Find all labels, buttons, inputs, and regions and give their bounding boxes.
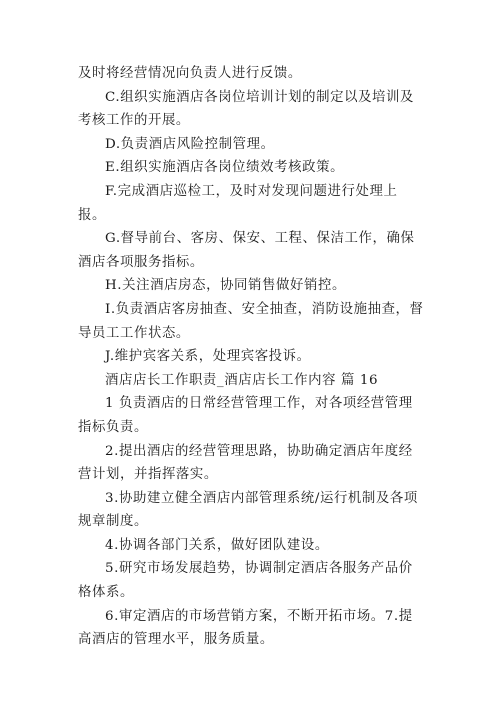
paragraph-item-j: J.维护宾客关系，处理宾客投诉。 xyxy=(105,349,311,365)
document-body xyxy=(78,62,424,652)
paragraph-item-e: E.组织实施酒店各岗位绩效考核政策。 xyxy=(105,160,345,176)
section-heading: 酒店店长工作职责_酒店店长工作内容 篇 16 xyxy=(105,372,379,388)
paragraph-item-2: 2.提出酒店的经营管理思路，协助确定酒店年度经营计划，并指挥落实。 xyxy=(78,443,413,483)
paragraph-item-f: F.完成酒店巡检工，及时对发现问题进行处理上报。 xyxy=(78,183,398,223)
paragraph-item-4: 4.协调各部门关系，做好团队建设。 xyxy=(105,537,329,553)
paragraph-item-d: D.负责酒店风险控制管理。 xyxy=(105,136,275,152)
paragraph-item-3: 3.协助建立健全酒店内部管理系统/运行机制及各项规章制度。 xyxy=(78,490,418,530)
paragraph-item-1: 1 负责酒店的日常经营管理工作，对各项经营管理指标负责。 xyxy=(78,396,413,435)
paragraph-item-h: H.关注酒店房态，协同销售做好销控。 xyxy=(105,278,346,294)
paragraph-continuation: 及时将经营情况向负责人进行反馈。 xyxy=(78,66,302,81)
paragraph-item-g: G.督导前台、客房、保安、工程、保洁工作，确保酒店各项服务指标。 xyxy=(78,231,415,270)
paragraph-item-5: 5.研究市场发展趋势，协调制定酒店各服务产品价格体系。 xyxy=(78,561,413,601)
paragraph-item-c: C.组织实施酒店各岗位培训计划的制定以及培训及考核工作的开展。 xyxy=(78,89,415,129)
paragraph-item-i: I.负责酒店客房抽查、安全抽查，消防设施抽查，督导员工工作状态。 xyxy=(78,301,424,341)
paragraph-item-6-7: 6.审定酒店的市场营销方案，不断开拓市场。7.提高酒店的管理水平，服务质量。 xyxy=(78,608,413,648)
